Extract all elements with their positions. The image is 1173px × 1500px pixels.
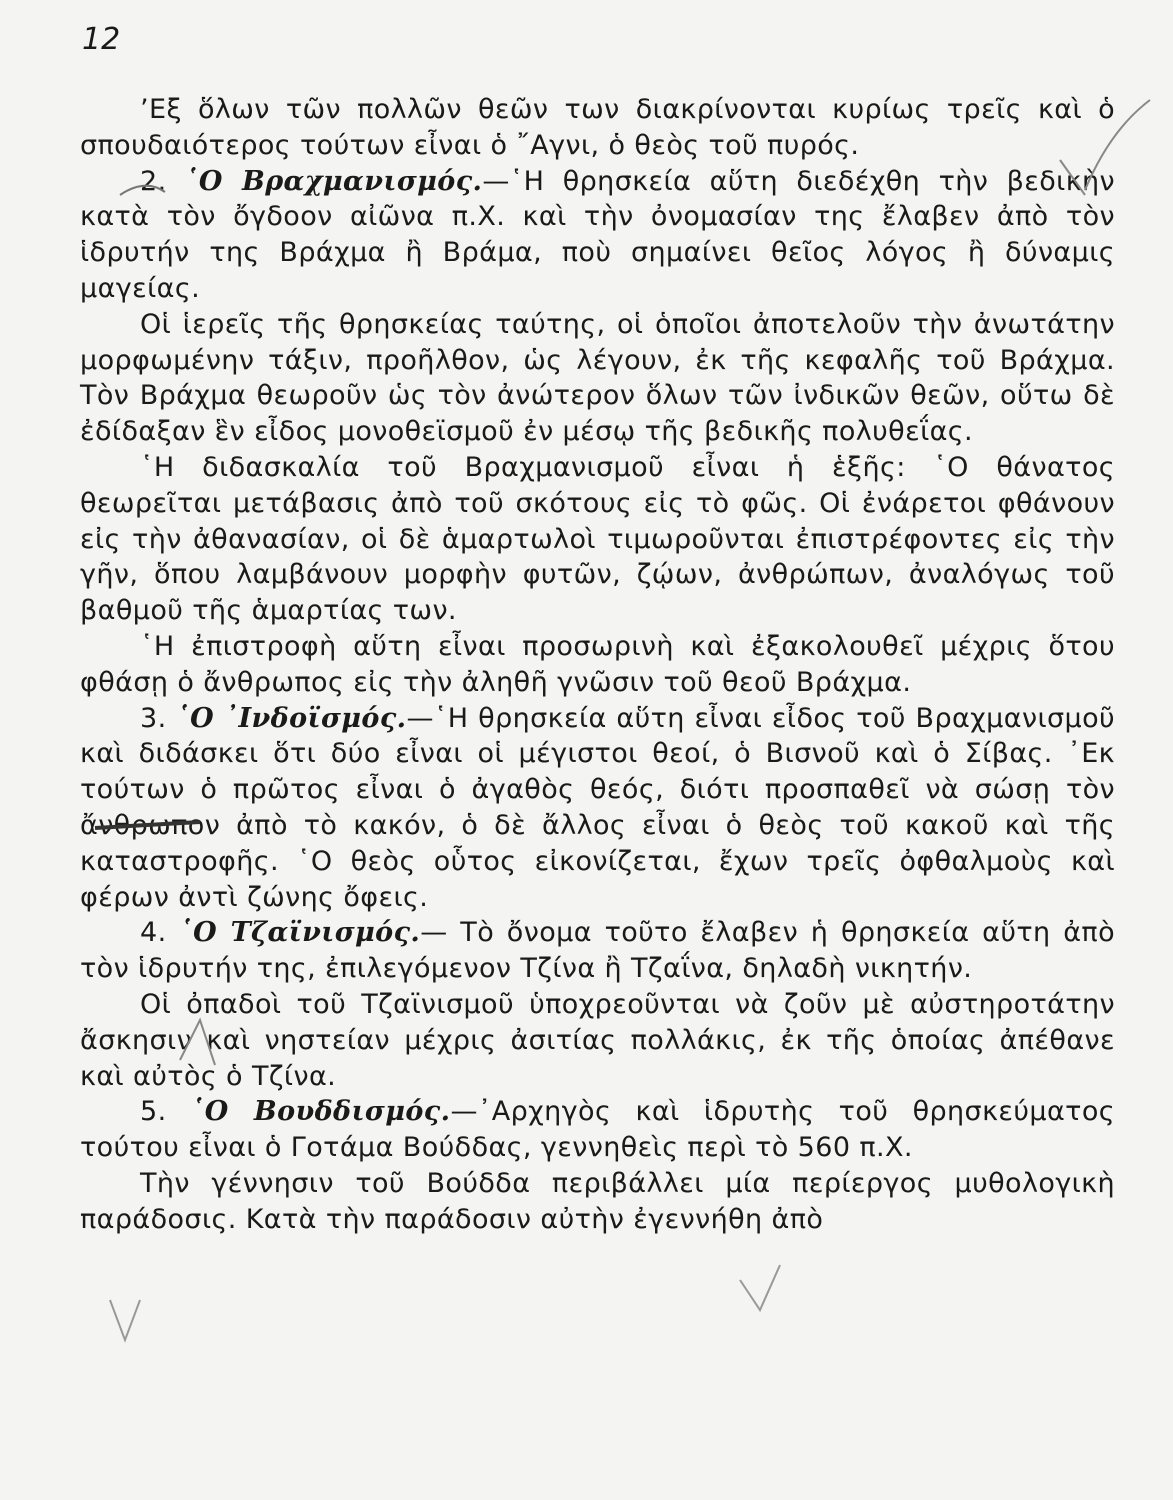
paragraph-priests — [80, 307, 1115, 450]
section-number: 5. — [140, 1096, 167, 1128]
paragraph-text: Οἱ ἱερεῖς τῆς θρησκείας ταύτης, οἱ ὁποῖοι ἀποτελοῦν τὴν ἀνωτάτην μορφωμένην τάξιν, προῆλθον, ὡς λέγουν, ἐκ τῆς κεφαλῆς τοῦ Βράχμα. Τὸν Βράχμα θεωροῦν ὡς τὸν ἀνώτερον ὅλων τῶν ἰνδικῶν θεῶν, οὕτω δὲ ἐδίδαξαν ἓν εἶδος μονοθεϊσμοῦ ἐν μέσῳ τῆς βεδικῆς πολυθεΐας. — [80, 308, 1115, 448]
paragraph-text: —῾Η θρησκεία αὕτη εἶναι εἶδος τοῦ Βραχμανισμοῦ καὶ διδάσκει ὅτι δύο εἶναι οἱ μέγιστοι θεοί, ὁ Βισνοῦ καὶ ὁ Σίβας. ᾿Εκ τούτων ὁ πρῶτος εἶναι ὁ ἀγαθὸς θεός, διότι προσπαθεῖ νὰ σώσῃ τὸν ἄνθρωπον ἀπὸ τὸ κακόν, ὁ δὲ ἄλλος εἶναι ὁ θεὸς τοῦ κακοῦ καὶ τῆς καταστροφῆς. ῾Ο θεὸς οὗτος εἰκονίζεται, ἔχων τρεῖς ὀφθαλμοὺς καὶ φέρων ἀντὶ ζώνης ὄφεις. — [80, 702, 1116, 913]
paragraph-teaching — [80, 450, 1115, 629]
section-heading: ῾Ο ᾿Ινδοϊσμός. — [176, 702, 407, 734]
paragraph-text: ῾Η ἐπιστροφὴ αὕτη εἶναι προσωρινὴ καὶ ἐξακολουθεῖ μέχρις ὅτου φθάσῃ ὁ ἄνθρωπος εἰς τὴν ἀληθῆ γνῶσιν τοῦ θεοῦ Βράχμα. — [80, 630, 1115, 698]
paragraph-jainism — [80, 915, 1115, 987]
paragraph-text: Οἱ ὀπαδοὶ τοῦ Τζαϊνισμοῦ ὑποχρεοῦνται νὰ ζοῦν μὲ αὐστηροτάτην ἄσκησιν καὶ νηστείαν μέχρις ἀσιτίας πολλάκις, ἐκ τῆς ὁποίας ἀπέθανε καὶ αὐτὸς ὁ Τζίνα. — [80, 988, 1115, 1092]
section-number: 2. — [140, 165, 167, 197]
paragraph-text: —᾿Αρχηγὸς καὶ ἱδρυτὴς τοῦ θρησκεύματος τούτου εἶναι ὁ Γοτάμα Βούδδας, γεννηθεὶς περὶ τὸ 560 π.Χ. — [80, 1096, 1115, 1164]
paragraph-brahmanism — [80, 164, 1115, 307]
paragraph-text: — Τὸ ὄνομα τοῦτο ἔλαβεν ἡ θρησκεία αὕτη ἀπὸ τὸν ἱδρυτήν της, ἐπιλεγόμενον Τζίνα ἢ Τζαΐνα, δηλαδὴ νικητήν. — [80, 917, 1116, 985]
pencil-n-mark — [110, 1300, 140, 1340]
section-number: 4. — [140, 917, 167, 949]
paragraph-gods — [80, 92, 1115, 164]
paragraph-return — [80, 629, 1115, 701]
page-text — [80, 92, 1115, 1238]
section-heading: ῾Ο Βραχμανισμός. — [184, 165, 483, 197]
paragraph-text: ’Εξ ὅλων τῶν πολλῶν θεῶν των διακρίνονται κυρίως τρεῖς καὶ ὁ σπουδαιότερος τούτων εἶναι ὁ ῎Αγνι, ὁ θεὸς τοῦ πυρός. — [80, 94, 1115, 161]
section-number: 3. — [140, 702, 167, 734]
paragraph-jain-followers — [80, 987, 1115, 1094]
paragraph-buddhism — [80, 1094, 1115, 1166]
paragraph-text: —῾Η θρησκεία αὕτη διεδέχθη τὴν βεδικὴν κατὰ τὸν ὄγδοον αἰῶνα π.Χ. καὶ τὴν ὀνομασίαν της ἔλαβεν ἀπὸ τὸν ἱδρυτήν της Βράχμα ἢ Βράμα, ποὺ σημαίνει θεῖος λόγος ἢ δύναμις μαγείας. — [80, 165, 1115, 304]
paragraph-hinduism — [80, 701, 1115, 916]
paragraph-buddha-birth — [80, 1166, 1115, 1238]
pencil-check-mark — [740, 1265, 780, 1310]
section-heading: ῾Ο Βουδδισμός. — [190, 1096, 451, 1128]
paragraph-text: Τὴν γέννησιν τοῦ Βούδδα περιβάλλει μία περίεργος μυθολογικὴ παράδοσις. Κατὰ τὴν παράδοσιν αὐτὴν ἐγεννήθη ἀπὸ — [80, 1167, 1115, 1235]
section-heading: ῾Ο Τζαϊνισμός. — [179, 917, 421, 949]
page-number: 12 — [82, 22, 121, 57]
paragraph-text: ῾Η διδασκαλία τοῦ Βραχμανισμοῦ εἶναι ἡ ἑξῆς: ῾Ο θάνατος θεωρεῖται μετάβασις ἀπὸ τοῦ σκότους εἰς τὸ φῶς. Οἱ ἐνάρετοι φθάνουν εἰς τὴν ἀθανασίαν, οἱ δὲ ἁμαρτωλοὶ τιμωροῦνται ἐπιστρέφοντες εἰς τὴν γῆν, ὅπου λαμβάνουν μορφὴν φυτῶν, ζῴων, ἀνθρώπων, ἀναλόγως τοῦ βαθμοῦ τῆς ἁμαρτίας των. — [80, 451, 1115, 627]
